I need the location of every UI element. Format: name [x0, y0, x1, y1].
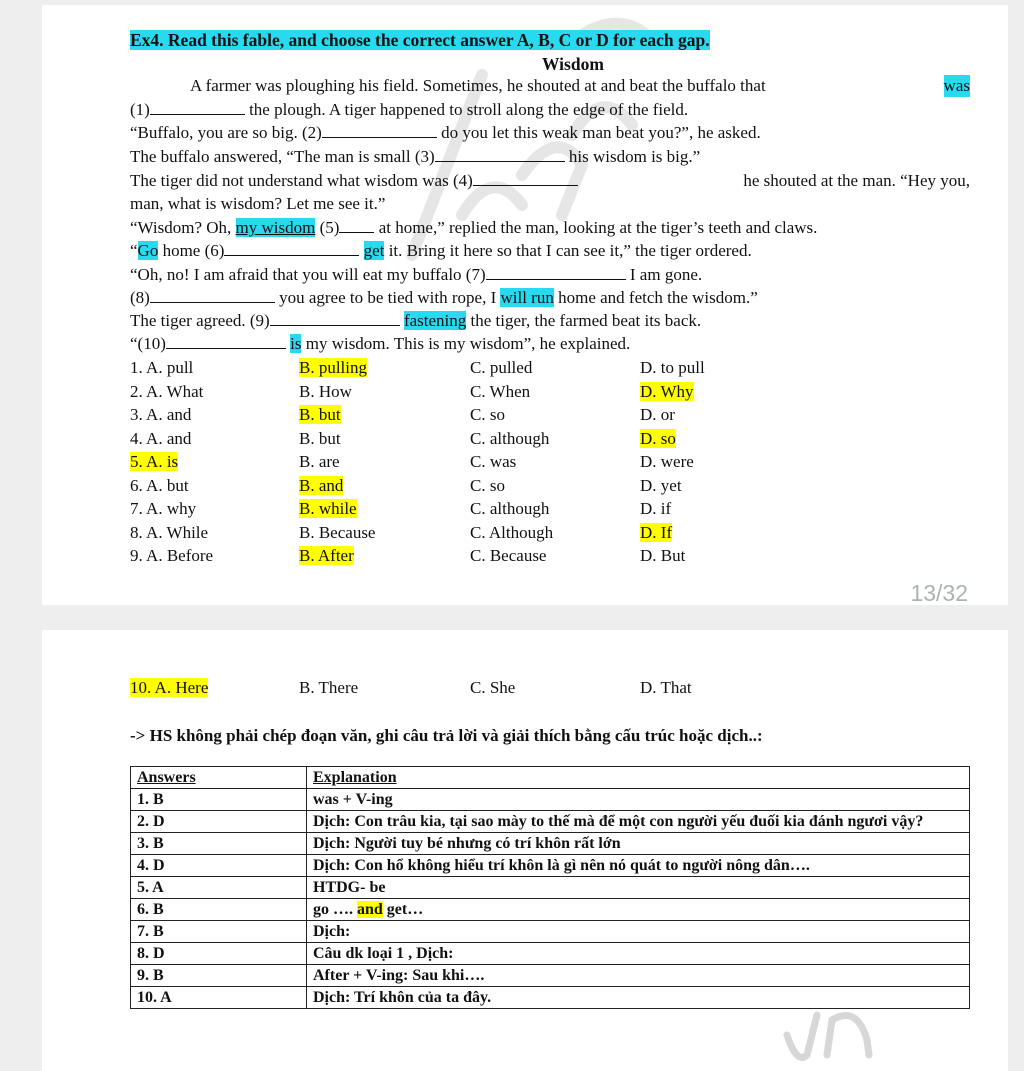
table-row: 10. A Dịch: Trí khôn của ta đây. [131, 987, 970, 1009]
option-7-a[interactable]: 7. A. why [130, 499, 197, 518]
story-title: Wisdom [542, 54, 604, 74]
option-4-d[interactable]: D. so [640, 428, 676, 448]
instruction-note: -> HS không phải chép đoạn văn, ghi câu trả lời và giải thích bằng cấu trúc hoặc dịch..: [130, 726, 763, 745]
gap-10 [166, 333, 286, 349]
option-5-b[interactable]: B. are [299, 452, 340, 471]
watermark-logo [777, 995, 887, 1071]
story-line-2: (1) the plough. A tiger happened to stroll along the edge of the field. [130, 100, 689, 119]
header-explanation: Explanation [307, 767, 970, 789]
gap-1 [150, 99, 245, 115]
gap-7 [486, 264, 626, 280]
option-2-c[interactable]: C. When [470, 381, 531, 401]
table-row: 6. B go …. and get… [131, 899, 970, 921]
gap-2 [322, 122, 437, 138]
option-3-a[interactable]: 3. A. and [130, 405, 192, 424]
option-6-c[interactable]: C. so [470, 475, 505, 495]
table-row: 2. D Dịch: Con trâu kia, tại sao mày to thế mà để một con người yếu đuối kia đánh ngươi vậy? [131, 811, 970, 833]
option-2-d[interactable]: D. Why [640, 381, 694, 401]
gap-8 [150, 287, 275, 303]
option-9-b[interactable]: B. After [299, 546, 354, 565]
story-line-6: man, what is wisdom? Let me see it.” [130, 194, 386, 213]
option-9-c[interactable]: C. Because [470, 546, 547, 565]
table-row: 8. D Câu dk loại 1 , Dịch: [131, 943, 970, 965]
table-row: 5. A HTDG- be [131, 877, 970, 899]
option-5-c[interactable]: C. was [470, 452, 517, 471]
table-row: 7. B Dịch: [131, 921, 970, 943]
option-10-c[interactable]: C. She [470, 678, 516, 697]
option-3-b[interactable]: B. but [299, 405, 341, 424]
option-10-d[interactable]: D. That [640, 678, 692, 697]
option-3-c[interactable]: C. so [470, 405, 505, 424]
table-header-row [131, 767, 970, 789]
option-7-b[interactable]: B. while [299, 499, 357, 518]
option-9-a[interactable]: 9. A. Before [130, 546, 214, 565]
option-3-d[interactable]: D. or [640, 405, 675, 424]
option-1-b[interactable]: B. pulling [299, 358, 368, 377]
option-8-b[interactable]: B. Because [299, 522, 376, 542]
document-page-14 [42, 630, 1008, 1071]
table-row: 4. D Dịch: Con hổ không hiểu trí khôn là gì nên nó quát to người nông dân…. [131, 855, 970, 877]
gap-9 [270, 310, 400, 326]
option-5-d[interactable]: D. were [640, 452, 694, 471]
option-4-a[interactable]: 4. A. and [130, 428, 192, 448]
option-8-a[interactable]: 8. A. While [130, 522, 209, 542]
option-10-b[interactable]: B. There [299, 678, 359, 697]
option-5-a[interactable]: 5. A. is [130, 452, 179, 471]
option-1-d[interactable]: D. to pull [640, 358, 705, 377]
option-7-c[interactable]: C. although [470, 499, 550, 518]
story-line-12: “(10) is my wisdom. This is my wisdom”, he explained. [130, 334, 631, 353]
story-line-4: The buffalo answered, “The man is small (3) his wisdom is big.” [130, 147, 701, 166]
option-4-c[interactable]: C. although [470, 428, 550, 448]
option-4-b[interactable]: B. but [299, 428, 341, 448]
page-number: 13/32 [910, 580, 968, 606]
option-8-c[interactable]: C. Although [470, 522, 554, 542]
document-page-13 [42, 5, 1008, 605]
gap-3 [435, 146, 565, 162]
story-line-10: (8) you agree to be tied with rope, I will run home and fetch the wisdom.” [130, 288, 758, 307]
option-8-d[interactable]: D. If [640, 522, 673, 542]
option-2-a[interactable]: 2. A. What [130, 381, 204, 401]
story-line-8: “Go home (6) get it. Bring it here so that I can see it,” the tiger ordered. [130, 241, 752, 260]
table-row: 3. B Dịch: Người tuy bé nhưng có trí khôn rất lớn [131, 833, 970, 855]
story-line-11: The tiger agreed. (9) fastening the tiger, the farmed beat its back. [130, 311, 702, 330]
gap-5 [339, 217, 374, 233]
story-line-5: The tiger did not understand what wisdom was (4) he shouted at the man. “Hey you, [130, 171, 970, 190]
option-6-b[interactable]: B. and [299, 475, 344, 495]
option-1-c[interactable]: C. pulled [470, 358, 533, 377]
option-2-b[interactable]: B. How [299, 381, 352, 401]
option-6-a[interactable]: 6. A. but [130, 475, 189, 495]
option-6-d[interactable]: D. yet [640, 475, 682, 495]
story-line-9: “Oh, no! I am afraid that you will eat my buffalo (7) I am gone. [130, 265, 703, 284]
option-9-d[interactable]: D. But [640, 546, 686, 565]
option-1-a[interactable]: 1. A. pull [130, 358, 194, 377]
option-10-a[interactable]: 10. A. Here [130, 678, 209, 697]
header-answers: Answers [131, 767, 307, 789]
story-line-7: “Wisdom? Oh, my wisdom (5) at home,” replied the man, looking at the tiger’s teeth and claws. [130, 218, 818, 237]
table-row: 1. B was + V-ing [131, 789, 970, 811]
table-row: 9. B After + V-ing: Sau khi…. [131, 965, 970, 987]
option-7-d[interactable]: D. if [640, 499, 672, 518]
gap-4 [473, 170, 578, 186]
gap-6 [224, 240, 359, 256]
story-line-3: “Buffalo, you are so big. (2) do you let this weak man beat you?”, he asked. [130, 123, 761, 142]
answers-table [130, 766, 970, 1009]
exercise-heading: Ex4. Read this fable, and choose the correct answer A, B, C or D for each gap. [130, 30, 710, 50]
story-line-1: A farmer was ploughing his field. Sometimes, he shouted at and beat the buffalo that was [190, 76, 970, 95]
